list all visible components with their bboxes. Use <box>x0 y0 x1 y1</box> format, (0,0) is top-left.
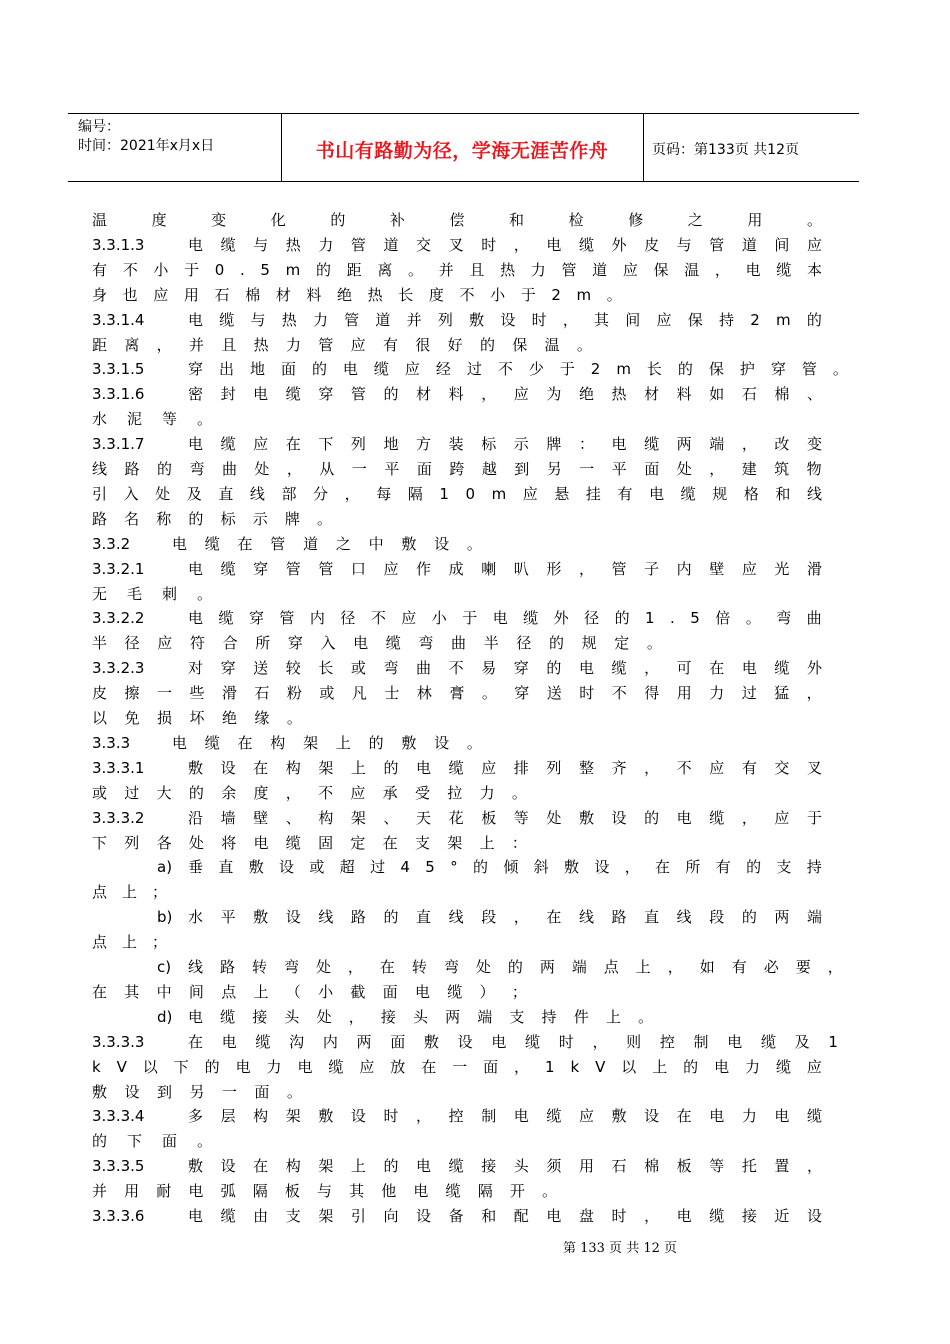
text-line-content: 多 层 构 架 敷 设 时 ， 控 制 电 缆 应 敷 设 在 电 力 电 缆 <box>188 1107 822 1126</box>
text-line <box>92 283 622 308</box>
text-line-content: 沿 墙 壁 、 构 架 、 天 花 板 等 处 敷 设 的 电 缆 ， 应 于 <box>188 808 822 827</box>
text-line <box>188 806 822 831</box>
text-line-content: 电 缆 与 热 力 管 道 并 列 敷 设 时 ， 其 间 应 保 持 2 m 的 <box>188 310 822 329</box>
header-top-rule <box>68 113 859 114</box>
text-line <box>92 208 822 233</box>
text-line-content: 对 穿 送 较 长 或 弯 曲 不 易 穿 的 电 缆 ， 可 在 电 缆 外 <box>188 659 822 678</box>
clause-number: 3.3.3.2 <box>92 808 145 827</box>
text-line <box>188 1154 822 1179</box>
text-line-content: 水 平 敷 设 线 路 的 直 线 段 ， 在 线 路 直 线 段 的 两 端 <box>188 908 822 927</box>
text-line <box>92 1080 302 1105</box>
clause-number: 3.3.2.1 <box>92 559 145 578</box>
text-line <box>92 507 332 532</box>
text-line <box>92 930 167 955</box>
text-line <box>188 233 822 258</box>
text-line-content: 电 缆 穿 管 管 口 应 作 成 喇 叭 形 ， 管 子 内 壁 应 光 滑 <box>188 559 822 578</box>
text-line <box>188 557 822 582</box>
clause-number: 3.3.1.6 <box>92 385 145 404</box>
clause-number: 3.3.1.3 <box>92 235 145 254</box>
text-line <box>92 457 822 482</box>
time-label: 时间：2021年x月x日 <box>78 138 215 154</box>
clause-number: 3.3.1.4 <box>92 310 145 329</box>
text-line <box>188 905 822 930</box>
text-line <box>92 407 212 432</box>
text-line-content: 垂 直 敷 设 或 超 过 4 5 ° 的 倾 斜 敷 设 ， 在 所 有 的 支 持 <box>188 858 822 877</box>
text-line-content: 点 上 ； <box>92 933 167 952</box>
text-line <box>92 1129 212 1154</box>
text-line-content: 电 缆 由 支 架 引 向 设 备 和 配 电 盘 时 ， 电 缆 接 近 设 <box>188 1207 822 1225</box>
text-line-content: 无 毛 刺 。 <box>92 584 212 603</box>
clause-number: a) <box>157 858 173 877</box>
text-line-content: k V 以 下 的 电 力 电 缆 应 放 在 一 面 ， 1 k V 以 上 的 电 力 缆 应 <box>92 1057 822 1076</box>
text-line-content: 敷 设 在 构 架 上 的 电 缆 应 排 列 整 齐 ， 不 应 有 交 叉 <box>188 758 822 777</box>
text-line <box>92 706 302 731</box>
text-line-content: 水 泥 等 。 <box>92 410 212 429</box>
text-line <box>92 831 527 856</box>
text-line-content: 路 名 称 的 标 示 牌 。 <box>92 509 332 528</box>
clause-number: 3.3.3.5 <box>92 1157 145 1176</box>
text-line-content: 电 缆 应 在 下 列 地 方 装 标 示 牌 ： 电 缆 两 端 ， 改 变 <box>188 435 822 454</box>
text-line <box>92 880 167 905</box>
text-line <box>188 357 848 382</box>
text-line-content: 的 下 面 。 <box>92 1132 212 1151</box>
text-line-content: 并 用 耐 电 弧 隔 板 与 其 他 电 缆 隔 开 。 <box>92 1182 557 1201</box>
text-line-content: 电 缆 接 头 处 ， 接 头 两 端 支 持 件 上 。 <box>188 1007 653 1026</box>
text-line-content: 下 列 各 处 将 电 缆 固 定 在 支 架 上 ： <box>92 833 527 852</box>
text-line-content: 或 过 大 的 余 度 ， 不 应 承 受 拉 力 。 <box>92 783 527 802</box>
text-line <box>92 482 822 507</box>
clause-number: 3.3.3.1 <box>92 758 145 777</box>
clause-number: b) <box>157 908 173 927</box>
text-line-content: 距 离 ， 并 且 热 力 管 应 有 很 好 的 保 温 。 <box>92 335 592 354</box>
clause-number: 3.3.2.2 <box>92 609 145 628</box>
text-line <box>92 1055 822 1080</box>
clause-number: 3.3.1.5 <box>92 360 145 379</box>
text-line <box>92 681 822 706</box>
clause-number: 3.3.2 <box>92 534 131 553</box>
text-line-content: 电 缆 在 构 架 上 的 敷 设 。 <box>172 733 482 752</box>
text-line-content: 引 入 处 及 直 线 部 分 ， 每 隔 1 0 m 应 悬 挂 有 电 缆 规 格 和 线 <box>92 484 822 503</box>
header-page-info: 页码：第133页 共12页 <box>652 142 799 158</box>
text-line <box>92 1179 557 1204</box>
text-line <box>188 308 822 333</box>
text-line <box>92 631 662 656</box>
text-line-content: 点 上 ； <box>92 883 167 902</box>
text-line-content: 在 其 中 间 点 上 （ 小 截 面 电 缆 ） ； <box>92 982 527 1001</box>
text-line <box>188 432 822 457</box>
header-divider-right <box>643 113 644 181</box>
text-line <box>188 1030 838 1055</box>
text-line-content: 温 度 变 化 的 补 偿 和 检 修 之 用 。 <box>92 211 822 229</box>
text-line <box>188 855 822 880</box>
text-line <box>188 606 822 631</box>
clause-number: 3.3.3.6 <box>92 1207 145 1225</box>
text-line <box>188 955 843 980</box>
text-line <box>172 731 482 756</box>
text-line <box>92 333 592 358</box>
text-line-content: 皮 擦 一 些 滑 石 粉 或 凡 士 林 膏 。 穿 送 时 不 得 用 力 过 猛 ， <box>92 684 822 703</box>
text-line <box>92 781 527 806</box>
text-line-content: 在 电 缆 沟 内 两 面 敷 设 电 缆 时 ， 则 控 制 电 缆 及 1 <box>188 1032 838 1051</box>
clause-number: 3.3.1.7 <box>92 435 145 454</box>
text-line-content: 敷 设 在 构 架 上 的 电 缆 接 头 须 用 石 棉 板 等 托 置 ， <box>188 1157 822 1176</box>
text-line-content: 线 路 转 弯 处 ， 在 转 弯 处 的 两 端 点 上 ， 如 有 必 要 ， <box>188 958 843 976</box>
text-line <box>92 258 822 283</box>
text-line-content: 密 封 电 缆 穿 管 的 材 料 ， 应 为 绝 热 材 料 如 石 棉 、 <box>188 385 822 404</box>
text-line <box>188 382 822 407</box>
text-line-content: 穿 出 地 面 的 电 缆 应 经 过 不 少 于 2 m 长 的 保 护 穿 管 。 <box>188 360 848 379</box>
clause-number: 3.3.2.3 <box>92 659 145 678</box>
clause-number: d) <box>157 1007 173 1026</box>
text-line-content: 电 缆 与 热 力 管 道 交 叉 时 ， 电 缆 外 皮 与 管 道 间 应 <box>188 235 822 254</box>
page-footer: 第 133 页 共 12 页 <box>562 1241 678 1256</box>
header-meta <box>78 118 214 156</box>
text-line-content: 敷 设 到 另 一 面 。 <box>92 1082 302 1101</box>
text-line-content: 电 缆 穿 管 内 径 不 应 小 于 电 缆 外 径 的 1 . 5 倍 。 弯 曲 <box>188 609 822 628</box>
text-line <box>92 582 212 607</box>
header-bottom-rule <box>68 181 859 182</box>
text-line-content: 以 免 损 坏 绝 缘 。 <box>92 709 302 727</box>
text-line-content: 半 径 应 符 合 所 穿 入 电 缆 弯 曲 半 径 的 规 定 。 <box>92 634 662 653</box>
header-motto: 书山有路勤为径，学海无涯苦作舟 <box>315 140 609 162</box>
text-line <box>188 756 822 781</box>
text-line-content: 有 不 小 于 0 . 5 m 的 距 离 。 并 且 热 力 管 道 应 保 温 ， 电 缆 本 <box>92 260 822 279</box>
text-line-content: 电 缆 在 管 道 之 中 敷 设 。 <box>172 534 482 553</box>
text-line <box>188 1204 822 1229</box>
number-label: 编号： <box>78 119 120 135</box>
clause-number: 3.3.3 <box>92 733 131 752</box>
clause-number: 3.3.3.3 <box>92 1032 145 1051</box>
text-line <box>188 1005 653 1030</box>
text-line-content: 线 路 的 弯 曲 处 ， 从 一 平 面 跨 越 到 另 一 平 面 处 ， 建 筑 物 <box>92 460 822 478</box>
text-line <box>188 1104 822 1129</box>
text-line <box>172 532 482 557</box>
text-line <box>188 656 822 681</box>
clause-number: 3.3.3.4 <box>92 1107 145 1126</box>
text-line <box>92 980 527 1005</box>
clause-number: c) <box>157 958 172 976</box>
text-line-content: 身 也 应 用 石 棉 材 料 绝 热 长 度 不 小 于 2 m 。 <box>92 285 622 304</box>
